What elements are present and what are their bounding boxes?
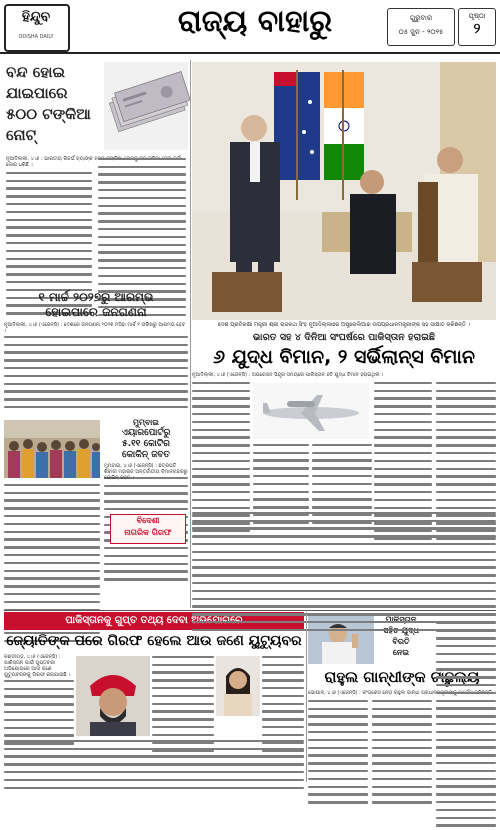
masthead [0,0,500,58]
logo [4,4,70,52]
section-title: ରାଜ୍ୟ ବାହାରୁ [177,4,333,39]
logo-text: ହିନ୍ଦୁବ [21,9,51,25]
census-headline-line-2: ହୋଇପାରେ ଜନଗଣନା [45,305,147,319]
census-body [4,336,188,396]
main-story-col-4 [374,380,432,508]
main-story-lead: ନୂଆଦିଲ୍ଲୀ, ୪।୬ (ଏଜେନ୍ସି) : ଅପରେସନ ସିନ୍ଦୂର ସମୟରେ ପାକିସ୍ତାନ ୬ଟି ଯୁଦ୍ଧ ବିମାନ ହରାଇଥିଲା । [192,372,384,378]
page-number: ୨ [473,21,481,37]
rule-vertical-bottom [306,612,307,782]
crowd-photo [4,420,100,478]
rahul-headline: ରାହୁଲ ଗାନ୍ଧୀଙ୍କ ଟାଛୁଲ୍ୟ [324,668,480,686]
airport-title-line-3: କୋକିନ୍ ଜବତ [122,450,170,460]
rule-vertical-left [190,60,191,608]
notes-body-col-1 [6,170,92,288]
airport-lead: ମୁମ୍ବାଇ, ୪।୬ (ଏଜେନ୍ସି) : ଛତ୍ରପତି ଶିବାଜୀ ମହାରାଜ ଅନ୍ତର୍ଜାତୀୟ ବିମାନବନ୍ଦରରୁ କୋକିନ୍ ଜବତ । [104,463,188,481]
youtuber-col-3 [262,654,304,736]
census-story [4,290,188,415]
spy-strip-text: ପାକିସ୍ତାନକୁ ଗୁପ୍ତ ତଥ୍ୟ ଦେବା ଅଭିଯୋଗରେ [65,615,243,626]
main-story-col-3 [312,442,372,508]
airport-title-line-1: ଏୟାରପୋର୍ଟରୁ [121,428,171,438]
notes-headline [6,62,106,146]
airport-story [104,418,188,608]
logo-subtitle: ODISHA DAILY [18,34,54,40]
census-body-lower [4,482,100,608]
notes-headline-line-3: ୫୦୦ ଟଙ୍କିଆ [6,105,91,123]
main-story-kicker: ଭାରତ ସହ ୪ ଦିନିଆ ସଂଘର୍ଷରେ ପାକିସ୍ତାନ ହରାଇଛି [252,332,436,343]
youtuber-col-1 [4,678,74,736]
rahul-overline-line-2: ସହିତ ଯୁଦ୍ଧ [383,626,419,635]
page-number-box [458,8,496,46]
day-label: ଗୁରୁବାର [409,14,433,22]
youtuber-lead: ଚଣ୍ଡୀଗଡ଼, ୪।୬ (ଏଜେନ୍ସି) : ପାକିସ୍ତାନ ପାଇଁ ଗୁପ୍ତଚରୀ ଅଭିଯୋଗରେ ଆଉ ଜଣେ ୟୁଟ୍ୟୁବରଙ୍କୁ ଗିରଫ କରାଯାଇଛି । [4,654,71,678]
surveillance-aircraft-photo [253,383,369,439]
main-story-col-1 [192,380,250,500]
rahul-overline-line-1: ପାକିସ୍ତାନ [385,615,417,624]
rahul-col-1 [308,698,368,782]
notes-headline-line-4: ନୋଟ୍ [6,126,36,144]
notes-body-col-2 [98,156,186,286]
notes-headline-line-2: ଯାଇପାରେ [6,84,68,102]
page-label: ପୃଷ୍ଠା [468,12,486,20]
youtuber-bottom-text [4,738,304,782]
rahul-lead: ଭୋପାଳ, ୪।୬ (ଏଜେନ୍ସି) : କଂଗ୍ରେସ ନେତା ରାହୁଲ ଗାନ୍ଧୀ ପ୍ରଧାନମନ୍ତ୍ରୀଙ୍କୁ ଟାର୍ଗେଟ କରିଛନ୍ତି । [308,690,496,696]
masthead-rule [0,52,500,54]
census-headline-line-1: ୧ ମାର୍ଚ୍ଚ ୨୦୨୭ରୁ ଆରମ୍ଭ [38,290,154,304]
date-label: ୦୫ ଜୁନ - ୨୦୨୫ [398,28,444,36]
foreign-national-line-1: ବିଦେଶୀ [136,516,160,525]
airport-title-line-2: ୫.୧୧ କୋଟିର [122,439,170,449]
main-story-col-5 [436,380,496,508]
main-story-headline: ୬ ଯୁଦ୍ଧ ବିମାନ, ୨ ସର୍ଭିଲାନ୍ସ ବିମାନ [213,346,475,368]
date-box [387,8,455,46]
foreign-national-box [110,514,186,544]
main-story-col-2 [253,442,309,508]
rahul-col-2 [372,698,432,782]
census-lead: ନୂଆଦିଲ୍ଲୀ, ୪।୬ (ଏଜେନ୍ସି) : ଦେଶରେ ଜନଗଣନା ୨୦୨୭ ମସିହା ମାର୍ଚ୍ଚ ୧ ତାରିଖରୁ ଆରମ୍ଭ ହେବ । [4,322,186,334]
main-story-continuation [192,510,496,608]
banknotes-image [104,62,188,150]
defence-meeting-photo [192,62,496,320]
youtuber-headline: ଜ୍ୟୋତିଙ୍କ ପରେ ଗିରଫ ହେଲେ ଆଉ ଜଣେ ୟୁଟ୍ୟୁବର [6,633,302,649]
jyoti-photo [216,656,260,716]
youtuber-col-2 [152,654,214,736]
foreign-national-line-2: ନାଗରିକ ଗିରଫ [124,528,172,537]
rule-horizontal-mid [4,610,496,611]
rahul-overline-line-4: ନେଇ [392,648,410,657]
rahul-col-3 [436,612,496,782]
notes-lead: ନୂଆଦିଲ୍ଲୀ, ୪।୬ : ଭାରତୀୟ ରିଜର୍ଭ ବ୍ୟାଙ୍କ ୫୦୦ ଟଙ୍କିଆ ନୋଟକୁ ବନ୍ଦ କରିବା ନେଇ ଚର୍ଚ୍ଚା ଜୋର ଧରିଛି । [6,156,182,168]
youtuber-photo [76,656,150,736]
notes-headline-line-1: ବନ୍ଦ ହୋଇ [6,63,65,81]
photo-caption: ଦେଶ ପ୍ରତିରକ୍ଷା ମନ୍ତ୍ରୀ ଶ୍ରୀ ରାଜନାଥ ସିଂହ ନୂଆଦିଲ୍ଲୀରେ ଅଷ୍ଟ୍ରେଲିଆର ଉପପ୍ରଧାନମନ୍ତ୍ରୀଙ୍କ ସହ ସାକ୍ଷାତ କରିଛନ୍ତି । [217,322,471,328]
airport-kicker: ମୁମ୍ବାଇ [133,418,159,427]
rahul-overline-line-3: ବିରତି [392,637,410,646]
